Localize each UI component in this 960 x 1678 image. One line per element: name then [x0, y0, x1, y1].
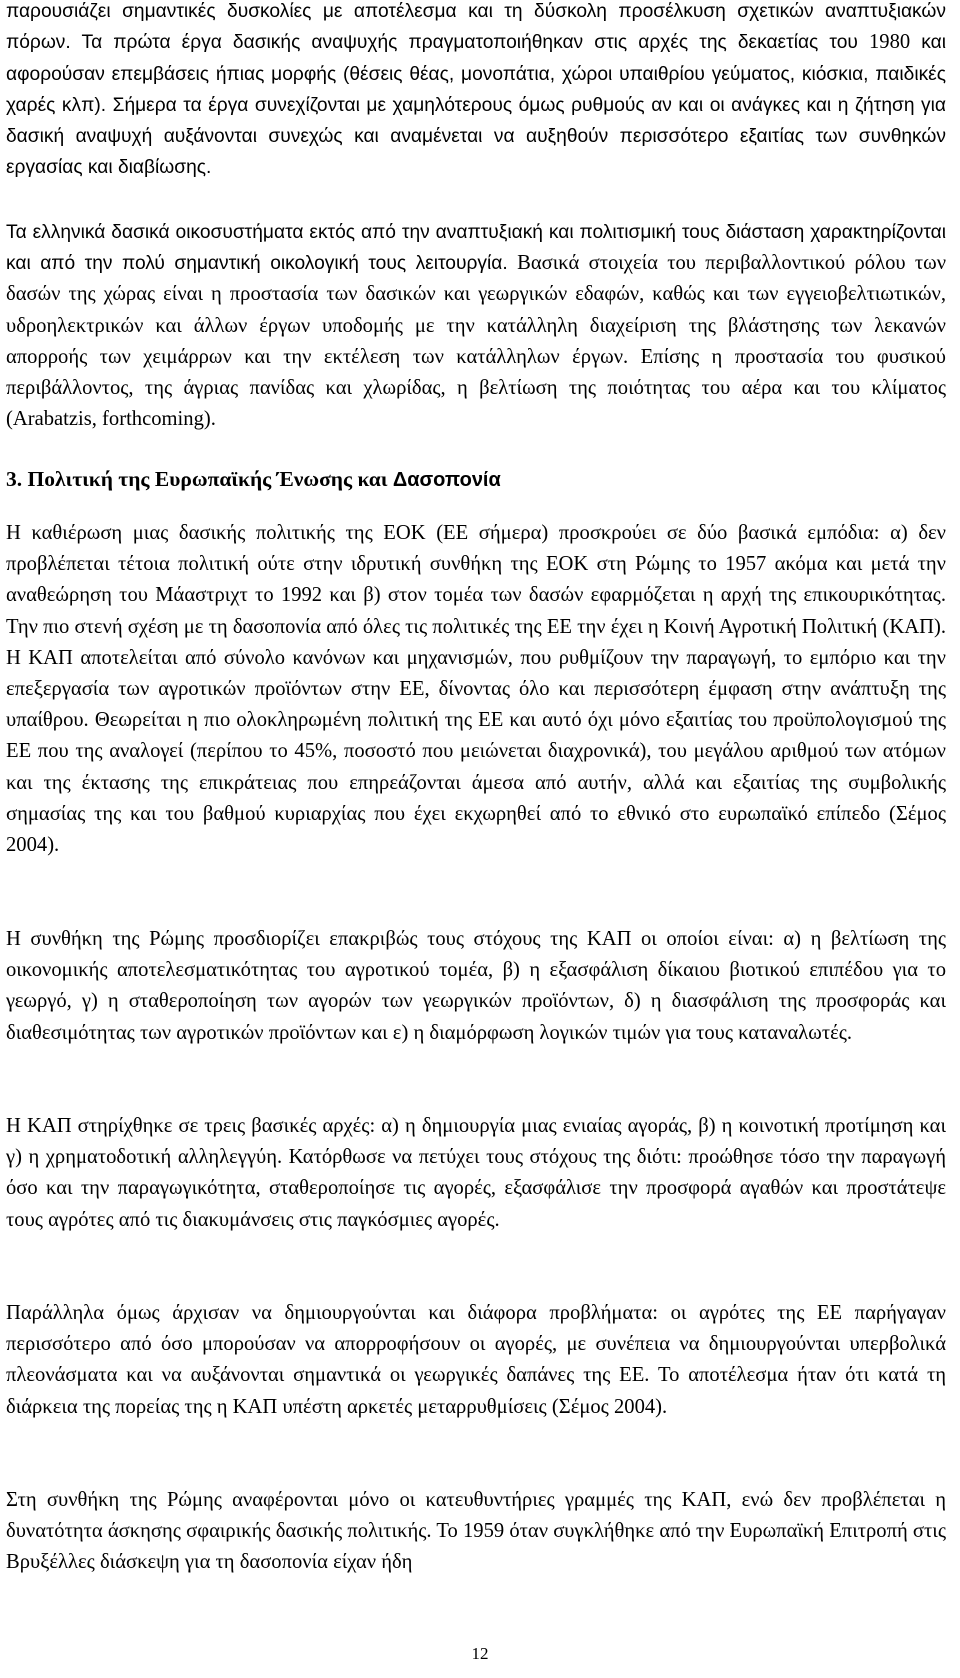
paragraph-cap-principles — [6, 1111, 946, 1236]
paragraph-text-lead: παρουσιάζει σημαντικές δυσκολίες με αποτέλεσμα και τη δύσκολη προσέλκυση σχετικών αναπτυξιακών πόρων. Τα πρώτα έργα δασικής αναψυχής πραγματοποιήθηκαν στις αρχές της δεκαετίας του — [6, 1, 946, 54]
section-title-main: 3. Πολιτική της Ευρωπαϊκής Ένωσης και — [6, 467, 393, 491]
paragraph-text-serif: Βασικά στοιχεία του περιβαλλοντικού ρόλου των δασών της χώρας είναι η προστασία των δασικών και γεωργικών εδαφών, καθώς και των εγγειοβελτιωτικών, υδροηλεκτρικών και άλλων έργων υποδομής με την κατάλληλη διαχείριση της βλάστησης των λεκανών απορροής των χειμάρρων και την εκτέλεση των κατάλληλων έργων. Επίσης η προστασία του φυσικού περιβάλλοντος, της άγριας πανίδας και χλωρίδας, η βελτίωση της ποιότητας του αέρα και του κλίματος (Arabatzis, forthcoming). — [6, 252, 947, 431]
paragraph-text: Η καθιέρωση μιας δασικής πολιτικής της ΕΟΚ (ΕΕ σήμερα) προσκρούει σε δύο βασικά εμπόδια: α) δεν προβλέπεται τέτοια πολιτική ούτε στην ιδρυτική συνθήκη της ΕΟΚ στη Ρώμης το 1957 ακόμα και μετά την αναθεώρηση του Μάαστριχτ το 1992 και β) στον τομέα των δασών εφαρμόζεται η αρχή της επικουρικότητας. Την πιο στενή σχέση με τη δασοπονία από όλες τις πολιτικές της ΕΕ την έχει η Κοινή Αγροτική Πολιτική (ΚΑΠ). Η ΚΑΠ αποτελείται από σύνολο κανόνων και μηχανισμών, που ρυθμίζουν την παραγωγή, το εμπόριο και την επεξεργασία των αγροτικών προϊόντων στην ΕΕ, δίνοντας όλο και περισσότερη έμφαση στην ανάπτυξη της υπαίθρου. Θεωρείται η πιο ολοκληρωμένη πολιτική της ΕΕ και αυτό όχι μόνο εξαιτίας του προϋπολογισμού της ΕΕ που της αναλογεί (περίπου το 45%, ποσοστό που μειώνεται διαχρονικά), του μεγάλου αριθμού των ατόμων και της έκτασης της επικράτειας που επηρεάζονται άμεσα από αυτήν, αλλά και εξαιτίας της συμβολικής σημασίας της και του βαθμού κυριαρχίας που έχει εκχωρηθεί από το εθνικό στο ευρωπαϊκό επίπεδο (Σέμος 2004). — [6, 522, 946, 857]
page-number: 12 — [471, 1644, 489, 1663]
paragraph-rome-treaty-forestry — [6, 1485, 946, 1579]
paragraph-forest-policy — [6, 518, 946, 861]
paragraph-text — [6, 217, 946, 435]
paragraph-text: Στη συνθήκη της Ρώμης αναφέρονται μόνο οι κατευθυντήριες γραμμές της ΚΑΠ, ενώ δεν προβλέπεται η δυνατότητα άσκησης σφαιρικής δασικής πολιτικής. Το 1959 όταν συγκλήθηκε από την Ευρωπαϊκή Επιτροπή στις Βρυξέλλες διάσκεψη για τη δασοπονία είχαν ήδη — [6, 1489, 946, 1574]
paragraph-forest-recreation — [6, 0, 946, 184]
paragraph-text-rest: και αφορούσαν επεμβάσεις ήπιας μορφής (θέσεις θέας, μονοπάτια, χώροι υπαιθρίου γεύματος, κιόσκια, παιδικές χαρές κλπ). Σήμερα τα έργα συνεχίζονται με χαμηλότερους όμως ρυθμούς αν και οι ανάγκες και η ζήτηση για δασική αναψυχή αυξάνονται συνεχώς και αναμένεται να αυξηθούν περισσότερο εξαιτίας των συνθηκών εργασίας και διαβίωσης. — [6, 32, 946, 179]
year-1980: 1980 — [868, 31, 911, 54]
section-title — [6, 464, 946, 495]
section-heading — [6, 464, 946, 495]
paragraph-cap-problems — [6, 1298, 946, 1423]
paragraph-text: Η ΚΑΠ στηρίχθηκε σε τρεις βασικές αρχές: α) η δημιουργία μιας ενιαίας αγοράς, β) η κοινοτική προτίμηση και γ) η χρηματοδοτική αλληλεγγύη. Κατόρθωσε να πετύχει τους στόχους της διότι: προώθησε τόσο την παραγωγή όσο και την παραγωγικότητα, σταθεροποίησε τις αγορές, εξασφάλισε την προσφορά αγαθών και προστάτεψε τους αγρότες από τις διακυμάνσεις στις παγκόσμιες αγορές. — [6, 1115, 946, 1231]
section-title-forestry: Δασοπονία — [392, 469, 501, 491]
paragraph-text: Η συνθήκη της Ρώμης προσδιορίζει επακριβώς τους στόχους της ΚΑΠ οι οποίοι είναι: α) η βελτίωση της οικονομικής αποτελεσματικότητας του αγροτικού τομέα, β) η εξασφάλιση δίκαιου βιοτικού επιπέδου για το γεωργό, γ) η σταθεροποίηση των αγορών των γεωργικών προϊόντων, δ) η διασφάλιση της προσφοράς και διαθεσιμότητας των αγροτικών προϊόντων και ε) η διαμόρφωση λογικών τιμών για τους καταναλωτές. — [6, 928, 946, 1044]
paragraph-text-sans: Τα ελληνικά δασικά οικοσυστήματα εκτός από την αναπτυξιακή και πολιτισμική τους διάσταση χαρακτηρίζονται και από την πολύ σημαντική οικολογική τους λειτουργία. — [6, 222, 946, 275]
paragraph-ecosystems — [6, 217, 946, 435]
paragraph-rome-treaty-goals — [6, 924, 946, 1049]
paragraph-text: Παράλληλα όμως άρχισαν να δημιουργούνται και διάφορα προβλήματα: οι αγρότες της ΕΕ παρήγαγαν περισσότερο από όσο μπορούσαν να απορροφήσουν οι αγορές, με συνέπεια να δημιουργούνται υπερβολικά πλεονάσματα και να αυξάνονται σημαντικά οι γεωργικές δαπάνες της ΕΕ. Το αποτέλεσμα ήταν ότι κατά τη διάρκεια της πορείας της η ΚΑΠ υπέστη αρκετές μεταρρυθμίσεις (Σέμος 2004). — [6, 1302, 946, 1418]
paragraph-text — [6, 0, 946, 184]
